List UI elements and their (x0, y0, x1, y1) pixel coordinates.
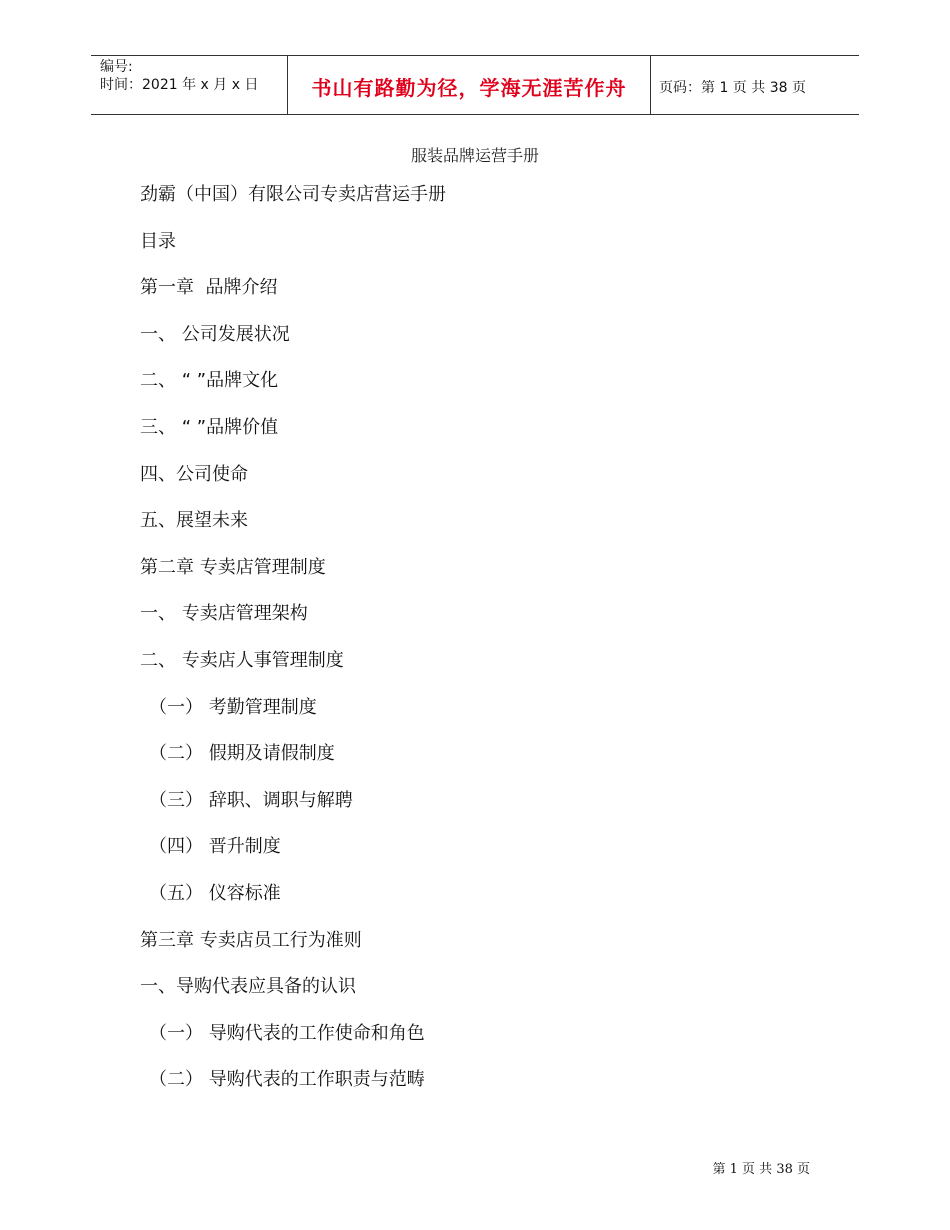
footer-page-number: 第 1 页 共 38 页 (712, 1162, 810, 1177)
document-header (91, 55, 859, 115)
header-motto-cell (287, 56, 651, 114)
toc-line: 五、展望未来 (140, 510, 248, 532)
toc-line: （三） 辞职、调职与解聘 (149, 789, 353, 811)
toc-line: 四、公司使命 (140, 463, 248, 485)
toc-line: （二） 导购代表的工作职责与范畴 (149, 1069, 425, 1091)
header-motto: 书山有路勤为径，学海无涯苦作舟 (311, 76, 627, 100)
toc-line: （四） 晋升制度 (149, 836, 281, 858)
toc-line: 第一章 品牌介绍 (140, 277, 278, 299)
toc-line: （一） 导购代表的工作使命和角色 (149, 1022, 425, 1044)
toc-line: 第三章 专卖店员工行为准则 (140, 929, 362, 951)
header-meta-cell (91, 56, 287, 114)
toc-line: 一、导购代表应具备的认识 (140, 976, 356, 998)
date-label: 时间：2021 年 x 月 x 日 (100, 77, 259, 93)
header-page-cell (650, 56, 859, 114)
toc-line: （一） 考勤管理制度 (149, 696, 317, 718)
toc-line: 三、 “ ”品牌价值 (140, 416, 279, 438)
toc-line: 第二章 专卖店管理制度 (140, 556, 326, 578)
toc-line: （二） 假期及请假制度 (149, 743, 335, 765)
toc-line: 一、 公司发展状况 (140, 323, 290, 345)
toc-line: （五） 仪容标准 (149, 882, 281, 904)
toc-line: 一、 专卖店管理架构 (140, 603, 308, 625)
table-of-contents (140, 181, 840, 1113)
serial-number-label: 编号: (100, 59, 133, 75)
toc-line: 目录 (140, 230, 176, 252)
toc-line: 二、 专卖店人事管理制度 (140, 649, 344, 671)
header-page-number: 页码：第 1 页 共 38 页 (659, 80, 806, 96)
toc-line: 劲霸（中国）有限公司专卖店营运手册 (140, 184, 446, 205)
document-title: 服装品牌运营手册 (410, 146, 539, 165)
toc-line: 二、 “ ”品牌文化 (140, 370, 279, 392)
